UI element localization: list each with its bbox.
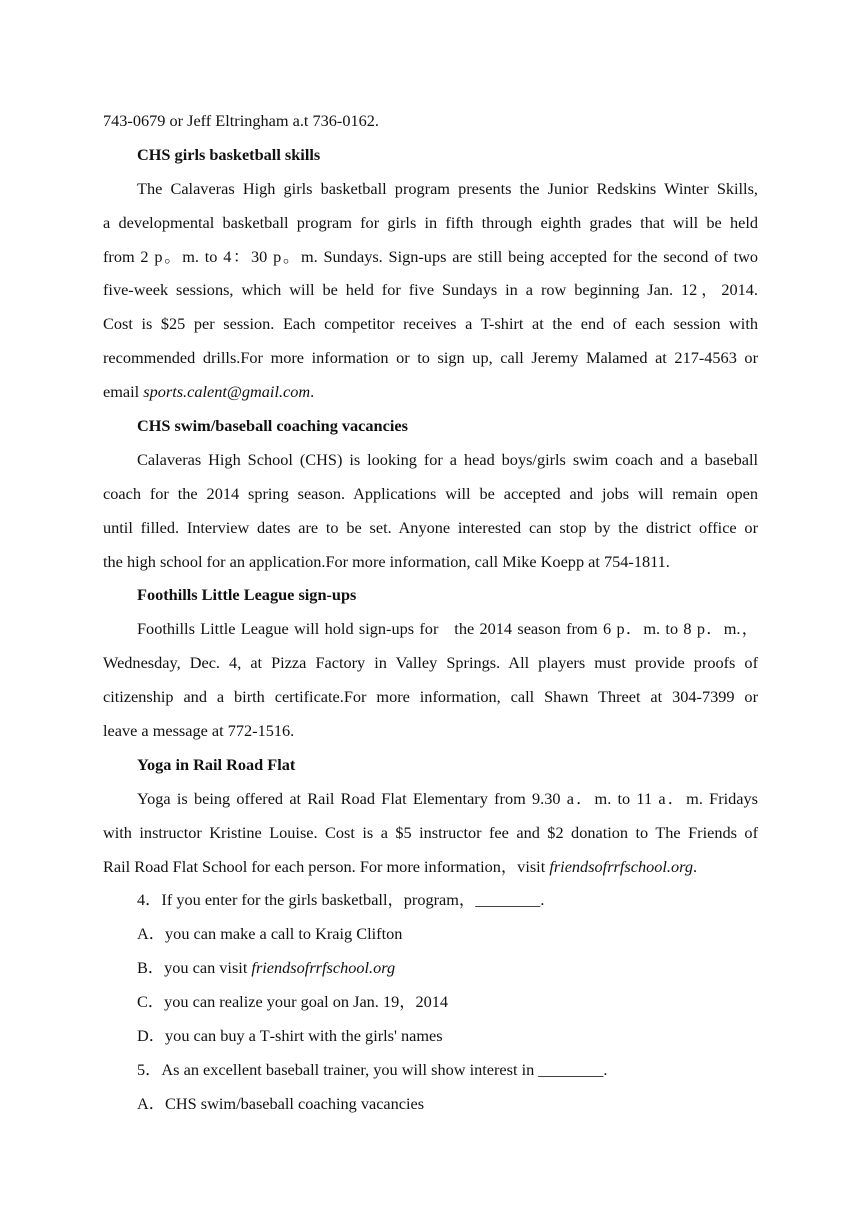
question-4-option-a: A．you can make a call to Kraig Clifton bbox=[137, 924, 403, 944]
email-prefix: email bbox=[103, 382, 144, 402]
section-heading-yoga: Yoga in Rail Road Flat bbox=[137, 754, 296, 774]
paragraph-line: leave a message at 772-1516. bbox=[103, 721, 295, 741]
question-4-stem: 4．If you enter for the girls basketball，program，________. bbox=[137, 890, 545, 910]
email-suffix: . bbox=[310, 382, 315, 402]
option-b-text: B．you can visit bbox=[137, 958, 252, 978]
section-heading-basketball: CHS girls basketball skills bbox=[137, 144, 321, 164]
yoga-last-line bbox=[103, 850, 758, 884]
paragraph-line: the high school for an application.For more information, call Mike Koepp at 754-1811. bbox=[103, 551, 670, 571]
question-5-option-a: A．CHS swim/baseball coaching vacancies bbox=[137, 1093, 425, 1113]
yoga-last-line-suffix: . bbox=[693, 856, 698, 876]
question-5-stem: 5．As an excellent baseball trainer, you will show interest in ________. bbox=[137, 1059, 608, 1079]
question-4-option-d: D．you can buy a T‐shirt with the girls' names bbox=[137, 1026, 443, 1046]
intro-line: 743-0679 or Jeff Eltringham a.t 736-0162. bbox=[103, 111, 379, 130]
paragraph-line: Wednesday, Dec. 4, at Pizza Factory in Valley Springs. All players must provide proofs of bbox=[103, 653, 758, 673]
yoga-last-line-text: Rail Road Flat School for each person. For more information，visit bbox=[103, 856, 550, 876]
question-4-option-b bbox=[103, 951, 758, 985]
paragraph-line: until filled. Interview dates are to be set. Anyone interested can stop by the district office or bbox=[103, 517, 758, 537]
paragraph-line: citizenship and a birth certificate.For more information, call Shawn Threet at 304-7399 or bbox=[103, 687, 758, 707]
paragraph-line: five-week sessions, which will be held for five Sundays in a row beginning Jan. 12，2014. bbox=[103, 280, 758, 300]
paragraph-line: Foothills Little League will hold sign‐ups for the 2014 season from 6 p．m. to 8 p．m.， bbox=[137, 619, 758, 639]
paragraph-line: a developmental basketball program for girls in fifth through eighth grades that will be held bbox=[103, 212, 758, 232]
question-4-option-c: C．you can realize your goal on Jan. 19，2014 bbox=[137, 992, 449, 1012]
paragraph-line: Yoga is being offered at Rail Road Flat Elementary from 9.30 a．m. to 11 a．m. Fridays bbox=[137, 788, 758, 808]
yoga-website-link: friendsofrrfschool.org bbox=[549, 856, 693, 876]
paragraph-line: Calaveras High School (CHS) is looking for a head boys/girls swim coach and a baseball bbox=[137, 449, 758, 469]
section-heading-little-league: Foothills Little League sign‐ups bbox=[137, 585, 357, 605]
section-heading-coaching: CHS swim/baseball coaching vacancies bbox=[137, 416, 408, 436]
email-address: sports.calent@gmail.com bbox=[143, 382, 311, 402]
paragraph-line: recommended drills.For more information or to sign up, call Jeremy Malamed at 217-4563 or bbox=[103, 348, 758, 368]
document-page bbox=[103, 104, 758, 1121]
option-b-link: friendsofrrfschool.org bbox=[251, 958, 396, 978]
paragraph-line: Cost is $25 per session. Each competitor receives a T-shirt at the end of each session with bbox=[103, 314, 758, 334]
paragraph-line: from 2 p。m. to 4：30 p。m. Sundays. Sign-ups are still being accepted for the second of two bbox=[103, 246, 758, 266]
paragraph-line: coach for the 2014 spring season. Applications will be accepted and jobs will remain open bbox=[103, 483, 758, 503]
paragraph-line: The Calaveras High girls basketball program presents the Junior Redskins Winter Skills, bbox=[137, 178, 758, 198]
paragraph-line: with instructor Kristine Louise. Cost is a $5 instructor fee and $2 donation to The Friends of bbox=[103, 822, 758, 842]
email-line bbox=[103, 375, 758, 409]
